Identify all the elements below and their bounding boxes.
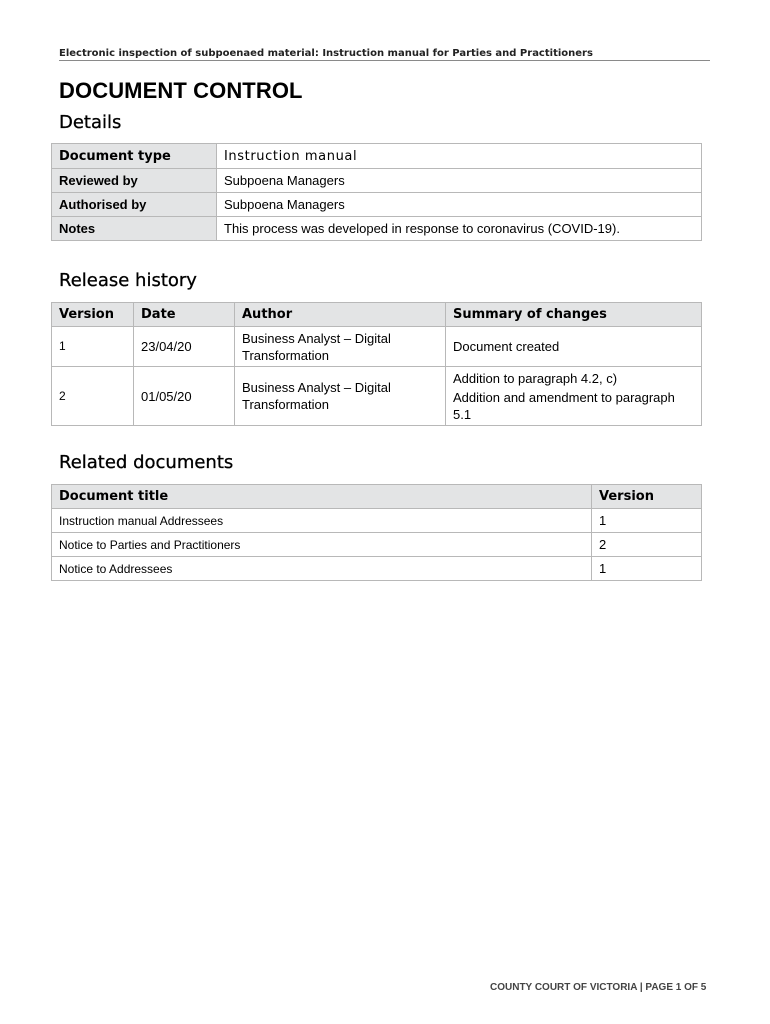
author-cell: Business Analyst – Digital Transformation [235,367,446,426]
table-row [52,367,702,426]
details-value: Subpoena Managers [217,169,702,193]
column-header: Version [592,485,702,509]
changes-cell [446,367,702,426]
table-row [52,217,702,241]
details-table [51,143,702,241]
page-footer: COUNTY COURT OF VICTORIA | PAGE 1 OF 5 [490,982,707,993]
table-row [52,144,702,169]
document-version-cell: 1 [592,509,702,533]
version-cell: 2 [52,367,134,426]
document-title-cell: Notice to Parties and Practitioners [52,533,592,557]
running-header: Electronic inspection of subpoenaed material: Instruction manual for Parties and Practitioners [59,48,710,61]
document-version-cell: 2 [592,533,702,557]
document-version-cell: 1 [592,557,702,581]
column-header: Version [52,303,134,327]
date-cell: 23/04/20 [134,327,235,367]
details-value: Subpoena Managers [217,193,702,217]
details-heading: Details [59,112,122,133]
details-value: Instruction manual [217,144,702,169]
author-cell: Business Analyst – Digital Transformation [235,327,446,367]
table-header-row [52,303,702,327]
related-documents-table [51,484,702,581]
table-header-row [52,485,702,509]
column-header: Date [134,303,235,327]
change-item: Addition to paragraph 4.2, c) [453,370,618,386]
table-row [52,169,702,193]
table-row [52,327,702,367]
change-item: Document created [453,339,560,354]
version-cell: 1 [52,327,134,367]
table-row [52,533,702,557]
details-label: Document type [52,144,217,169]
related-documents-heading: Related documents [59,452,234,473]
document-title-cell: Notice to Addressees [52,557,592,581]
table-row [52,557,702,581]
changes-cell [446,327,702,367]
column-header: Document title [52,485,592,509]
release-history-heading: Release history [59,270,197,291]
column-header: Author [235,303,446,327]
details-label: Reviewed by [52,169,217,193]
column-header: Summary of changes [446,303,702,327]
date-cell: 01/05/20 [134,367,235,426]
table-row [52,193,702,217]
release-history-table [51,302,702,426]
details-label: Notes [52,217,217,241]
details-label: Authorised by [52,193,217,217]
page-title: DOCUMENT CONTROL [59,78,303,103]
document-title-cell: Instruction manual Addressees [52,509,592,533]
details-value: This process was developed in response to coronavirus (COVID-19). [217,217,702,241]
table-row [52,509,702,533]
change-item: Addition and amendment to paragraph 5.1 [453,389,675,422]
